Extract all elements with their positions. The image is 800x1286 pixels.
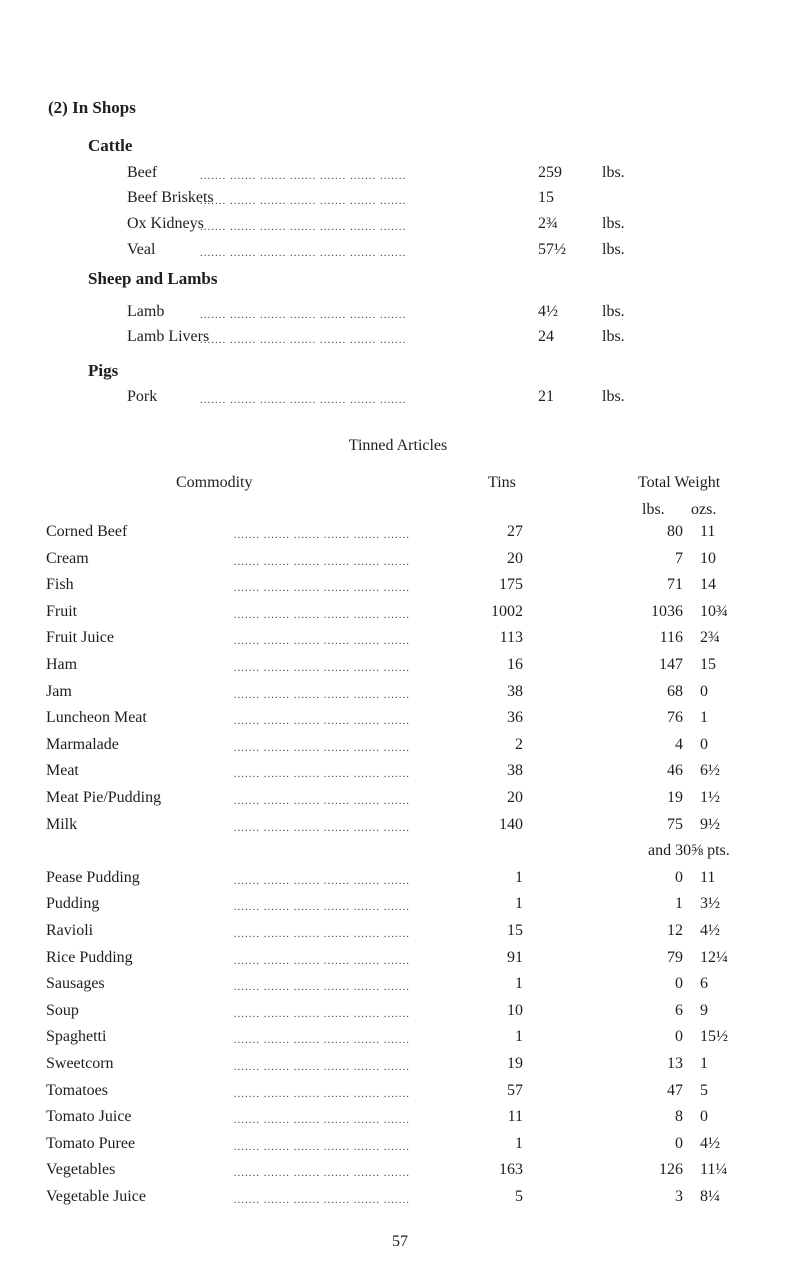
shop-item-unit: lbs. bbox=[602, 388, 625, 405]
tinned-lbs: 75 bbox=[667, 816, 683, 833]
tinned-lbs: 80 bbox=[667, 523, 683, 540]
group-cattle: Cattle bbox=[88, 136, 133, 155]
shop-item-unit: lbs. bbox=[602, 328, 625, 345]
tinned-lbs: 147 bbox=[659, 656, 683, 673]
leader-dots: ....... ....... ....... ....... ....... ....... ....... bbox=[200, 170, 407, 182]
shop-item-qty: 57½ bbox=[538, 241, 566, 258]
shop-item-name: Pork bbox=[127, 388, 158, 405]
leader-dots: ....... ....... ....... ....... ....... ....... bbox=[233, 689, 410, 701]
tinned-commodity: Spaghetti bbox=[46, 1028, 107, 1045]
tinned-lbs: 8 bbox=[675, 1108, 683, 1125]
tinned-ozs: 12¼ bbox=[700, 949, 728, 966]
tinned-commodity: Jam bbox=[46, 683, 72, 700]
tinned-lbs: 0 bbox=[675, 975, 683, 992]
tinned-ozs: 1 bbox=[700, 1055, 708, 1072]
leader-dots: ....... ....... ....... ....... ....... ....... ....... bbox=[200, 221, 407, 233]
tinned-ozs: 0 bbox=[700, 1108, 708, 1125]
tinned-commodity: Sweetcorn bbox=[46, 1055, 114, 1072]
shop-item-qty: 4½ bbox=[538, 303, 558, 320]
tinned-row bbox=[0, 709, 800, 735]
tinned-commodity: Vegetable Juice bbox=[46, 1188, 146, 1205]
leader-dots: ....... ....... ....... ....... ....... ....... ....... bbox=[200, 334, 407, 346]
leader-dots: ....... ....... ....... ....... ....... ....... bbox=[233, 955, 410, 967]
tinned-lbs: and 30⅝ pts. bbox=[648, 842, 730, 859]
tinned-lbs: 46 bbox=[667, 762, 683, 779]
tinned-commodity: Cream bbox=[46, 550, 89, 567]
tinned-lbs: 0 bbox=[675, 1135, 683, 1152]
shop-item-row bbox=[0, 164, 800, 190]
leader-dots: ....... ....... ....... ....... ....... ....... bbox=[233, 1034, 410, 1046]
tinned-lbs: 47 bbox=[667, 1082, 683, 1099]
tinned-commodity: Ravioli bbox=[46, 922, 94, 939]
tinned-commodity: Corned Beef bbox=[46, 523, 128, 540]
tinned-tins: 1 bbox=[515, 869, 523, 886]
tinned-row bbox=[0, 842, 800, 868]
tinned-ozs: 9 bbox=[700, 1002, 708, 1019]
leader-dots: ....... ....... ....... ....... ....... ....... bbox=[233, 768, 410, 780]
leader-dots: ....... ....... ....... ....... ....... ....... bbox=[233, 928, 410, 940]
leader-dots: ....... ....... ....... ....... ....... ....... bbox=[233, 582, 410, 594]
tinned-tins: 2 bbox=[515, 736, 523, 753]
tinned-lbs: 1036 bbox=[651, 603, 683, 620]
tinned-row bbox=[0, 922, 800, 948]
shop-item-unit: lbs. bbox=[602, 215, 625, 232]
tinned-tins: 175 bbox=[499, 576, 523, 593]
tinned-ozs: 1 bbox=[700, 709, 708, 726]
tinned-lbs: 13 bbox=[667, 1055, 683, 1072]
tinned-commodity: Tomato Juice bbox=[46, 1108, 132, 1125]
tinned-tins: 1 bbox=[515, 1135, 523, 1152]
tinned-commodity: Meat bbox=[46, 762, 79, 779]
tinned-row bbox=[0, 1135, 800, 1161]
tinned-tins: 20 bbox=[507, 789, 523, 806]
tinned-commodity: Fruit bbox=[46, 603, 78, 620]
tinned-tins: 1 bbox=[515, 1028, 523, 1045]
tinned-row bbox=[0, 895, 800, 921]
tinned-row bbox=[0, 1188, 800, 1214]
tinned-ozs: 15½ bbox=[700, 1028, 728, 1045]
tinned-commodity: Tomatoes bbox=[46, 1082, 108, 1099]
tinned-tins: 113 bbox=[499, 629, 523, 646]
leader-dots: ....... ....... ....... ....... ....... ....... bbox=[233, 742, 410, 754]
shop-item-row bbox=[0, 388, 800, 414]
tinned-ozs: 14 bbox=[700, 576, 716, 593]
tinned-tins: 19 bbox=[507, 1055, 523, 1072]
col-total-weight-header: Total Weight bbox=[638, 474, 721, 491]
shop-item-qty: 21 bbox=[538, 388, 554, 405]
tinned-tins: 1002 bbox=[491, 603, 523, 620]
tinned-row bbox=[0, 789, 800, 815]
leader-dots: ....... ....... ....... ....... ....... ....... bbox=[233, 1061, 410, 1073]
tinned-ozs: 10 bbox=[700, 550, 716, 567]
tinned-tins: 163 bbox=[499, 1161, 523, 1178]
shop-item-qty: 259 bbox=[538, 164, 562, 181]
tinned-ozs: 0 bbox=[700, 736, 708, 753]
tinned-ozs: 8¼ bbox=[700, 1188, 720, 1205]
shop-item-row bbox=[0, 215, 800, 241]
group-pigs: Pigs bbox=[88, 361, 119, 380]
tinned-lbs: 12 bbox=[667, 922, 683, 939]
shop-item-row bbox=[0, 328, 800, 354]
tinned-ozs: 4½ bbox=[700, 1135, 720, 1152]
tinned-tins: 140 bbox=[499, 816, 523, 833]
shop-item-row bbox=[0, 303, 800, 329]
tinned-commodity: Pudding bbox=[46, 895, 100, 912]
tinned-commodity: Soup bbox=[46, 1002, 79, 1019]
tinned-row bbox=[0, 656, 800, 682]
tinned-tins: 27 bbox=[507, 523, 523, 540]
leader-dots: ....... ....... ....... ....... ....... ....... bbox=[233, 556, 410, 568]
shop-item-unit: lbs. bbox=[602, 303, 625, 320]
leader-dots: ....... ....... ....... ....... ....... ....... bbox=[233, 529, 410, 541]
tinned-ozs: 10¾ bbox=[700, 603, 728, 620]
tinned-tins: 57 bbox=[507, 1082, 523, 1099]
tinned-lbs: 0 bbox=[675, 869, 683, 886]
tinned-tins: 20 bbox=[507, 550, 523, 567]
col-lbs-header: lbs. bbox=[642, 501, 665, 518]
tinned-row bbox=[0, 1055, 800, 1081]
tinned-lbs: 6 bbox=[675, 1002, 683, 1019]
shop-item-name: Ox Kidneys bbox=[127, 215, 204, 232]
tinned-ozs: 11 bbox=[700, 523, 716, 540]
tinned-ozs: 0 bbox=[700, 683, 708, 700]
tinned-lbs: 126 bbox=[659, 1161, 683, 1178]
tinned-commodity: Fruit Juice bbox=[46, 629, 114, 646]
shop-item-name: Beef bbox=[127, 164, 158, 181]
shop-item-name: Veal bbox=[127, 241, 156, 258]
tinned-ozs: 6 bbox=[700, 975, 708, 992]
tinned-lbs: 116 bbox=[659, 629, 683, 646]
leader-dots: ....... ....... ....... ....... ....... ....... bbox=[233, 795, 410, 807]
tinned-row bbox=[0, 523, 800, 549]
tinned-tins: 11 bbox=[507, 1108, 523, 1125]
tinned-lbs: 7 bbox=[675, 550, 683, 567]
leader-dots: ....... ....... ....... ....... ....... ....... bbox=[233, 1167, 410, 1179]
tinned-commodity: Meat Pie/Pudding bbox=[46, 789, 162, 806]
col-tins-header: Tins bbox=[488, 474, 516, 491]
tinned-commodity: Marmalade bbox=[46, 736, 119, 753]
tinned-commodity: Sausages bbox=[46, 975, 105, 992]
tinned-lbs: 19 bbox=[667, 789, 683, 806]
leader-dots: ....... ....... ....... ....... ....... ....... ....... bbox=[200, 309, 407, 321]
tinned-row bbox=[0, 1002, 800, 1028]
tinned-tins: 1 bbox=[515, 895, 523, 912]
tinned-row bbox=[0, 576, 800, 602]
shop-item-unit: lbs. bbox=[602, 164, 625, 181]
shop-item-qty: 24 bbox=[538, 328, 554, 345]
leader-dots: ....... ....... ....... ....... ....... ....... bbox=[233, 875, 410, 887]
leader-dots: ....... ....... ....... ....... ....... ....... bbox=[233, 662, 410, 674]
tinned-row bbox=[0, 1082, 800, 1108]
leader-dots: ....... ....... ....... ....... ....... ....... bbox=[233, 715, 410, 727]
tinned-row bbox=[0, 736, 800, 762]
leader-dots: ....... ....... ....... ....... ....... ....... ....... bbox=[200, 394, 407, 406]
shop-item-row bbox=[0, 241, 800, 267]
tinned-ozs: 1½ bbox=[700, 789, 720, 806]
tinned-lbs: 76 bbox=[667, 709, 683, 726]
tinned-row bbox=[0, 629, 800, 655]
tinned-tins: 5 bbox=[515, 1188, 523, 1205]
tinned-row bbox=[0, 683, 800, 709]
tinned-row bbox=[0, 762, 800, 788]
tinned-ozs: 6½ bbox=[700, 762, 720, 779]
tinned-ozs: 15 bbox=[700, 656, 716, 673]
tinned-ozs: 9½ bbox=[700, 816, 720, 833]
tinned-lbs: 1 bbox=[675, 895, 683, 912]
shop-item-qty: 2¾ bbox=[538, 215, 558, 232]
shop-item-name: Beef Briskets bbox=[127, 189, 214, 206]
tinned-commodity: Vegetables bbox=[46, 1161, 116, 1178]
tinned-ozs: 11 bbox=[700, 869, 716, 886]
leader-dots: ....... ....... ....... ....... ....... ....... bbox=[233, 901, 410, 913]
tinned-lbs: 68 bbox=[667, 683, 683, 700]
tinned-lbs: 79 bbox=[667, 949, 683, 966]
tinned-commodity: Fish bbox=[46, 576, 74, 593]
shop-item-unit: lbs. bbox=[602, 241, 625, 258]
tinned-title bbox=[0, 437, 800, 455]
col-commodity-header: Commodity bbox=[176, 474, 253, 491]
tinned-row bbox=[0, 816, 800, 842]
tinned-ozs: 11¼ bbox=[700, 1161, 728, 1178]
tinned-ozs: 3½ bbox=[700, 895, 720, 912]
leader-dots: ....... ....... ....... ....... ....... ....... bbox=[233, 981, 410, 993]
tinned-lbs: 4 bbox=[675, 736, 683, 753]
leader-dots: ....... ....... ....... ....... ....... ....... bbox=[233, 635, 410, 647]
tinned-ozs: 2¾ bbox=[700, 629, 720, 646]
tinned-tins: 38 bbox=[507, 683, 523, 700]
leader-dots: ....... ....... ....... ....... ....... ....... bbox=[233, 1114, 410, 1126]
page-number: 57 bbox=[392, 1233, 408, 1250]
section-title: (2) In Shops bbox=[48, 98, 136, 117]
shop-item-qty: 15 bbox=[538, 189, 554, 206]
leader-dots: ....... ....... ....... ....... ....... ....... bbox=[233, 609, 410, 621]
tinned-row bbox=[0, 603, 800, 629]
tinned-row bbox=[0, 869, 800, 895]
leader-dots: ....... ....... ....... ....... ....... ....... ....... bbox=[200, 247, 407, 259]
tinned-row bbox=[0, 1161, 800, 1187]
tinned-tins: 91 bbox=[507, 949, 523, 966]
tinned-lbs: 3 bbox=[675, 1188, 683, 1205]
leader-dots: ....... ....... ....... ....... ....... ....... bbox=[233, 1088, 410, 1100]
tinned-ozs: 5 bbox=[700, 1082, 708, 1099]
tinned-row bbox=[0, 1108, 800, 1134]
shop-item-name: Lamb Livers bbox=[127, 328, 210, 345]
tinned-title-text: Tinned Articles bbox=[348, 437, 448, 454]
tinned-tins: 38 bbox=[507, 762, 523, 779]
leader-dots: ....... ....... ....... ....... ....... ....... bbox=[233, 1141, 410, 1153]
tinned-commodity: Tomato Puree bbox=[46, 1135, 136, 1152]
shop-item-name: Lamb bbox=[127, 303, 165, 320]
tinned-ozs: 4½ bbox=[700, 922, 720, 939]
tinned-tins: 10 bbox=[507, 1002, 523, 1019]
tinned-row bbox=[0, 949, 800, 975]
tinned-row bbox=[0, 975, 800, 1001]
tinned-row bbox=[0, 1028, 800, 1054]
group-sheep-lambs: Sheep and Lambs bbox=[88, 269, 218, 288]
leader-dots: ....... ....... ....... ....... ....... ....... bbox=[233, 1008, 410, 1020]
tinned-commodity: Milk bbox=[46, 816, 78, 833]
tinned-commodity: Rice Pudding bbox=[46, 949, 133, 966]
shop-item-row bbox=[0, 189, 800, 215]
tinned-tins: 15 bbox=[507, 922, 523, 939]
col-ozs-header: ozs. bbox=[691, 501, 717, 518]
tinned-commodity: Ham bbox=[46, 656, 78, 673]
tinned-tins: 1 bbox=[515, 975, 523, 992]
tinned-row bbox=[0, 550, 800, 576]
leader-dots: ....... ....... ....... ....... ....... ....... bbox=[233, 822, 410, 834]
tinned-commodity: Luncheon Meat bbox=[46, 709, 147, 726]
tinned-commodity: Pease Pudding bbox=[46, 869, 140, 886]
tinned-tins: 36 bbox=[507, 709, 523, 726]
tinned-lbs: 0 bbox=[675, 1028, 683, 1045]
tinned-tins: 16 bbox=[507, 656, 523, 673]
tinned-lbs: 71 bbox=[667, 576, 683, 593]
leader-dots: ....... ....... ....... ....... ....... ....... bbox=[233, 1194, 410, 1206]
leader-dots: ....... ....... ....... ....... ....... ....... ....... bbox=[200, 195, 407, 207]
